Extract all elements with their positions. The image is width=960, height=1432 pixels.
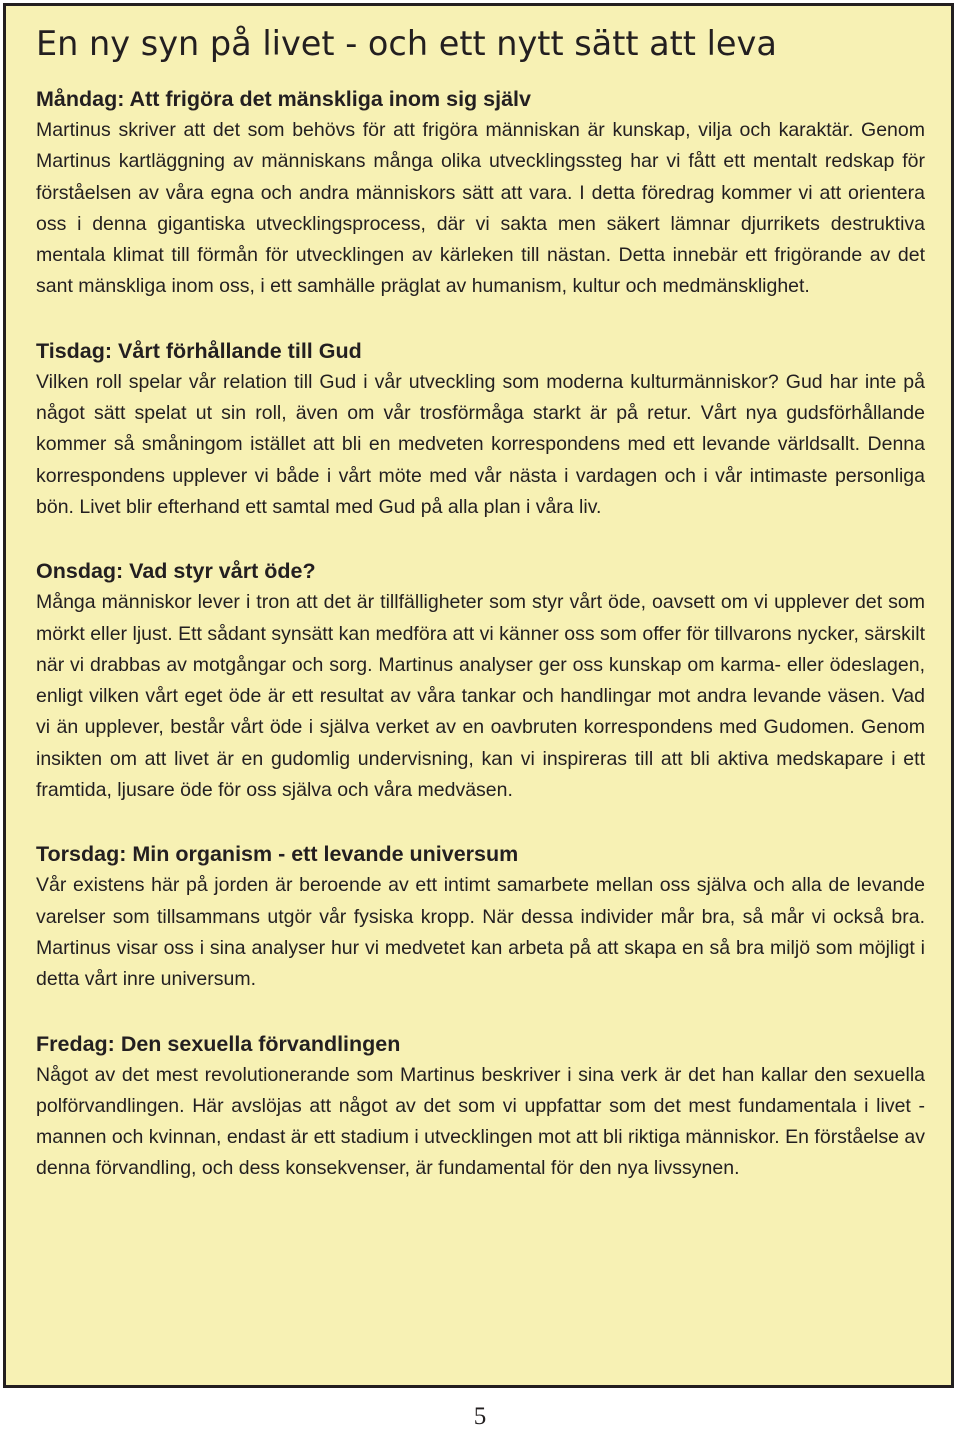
section-text: Många människor lever i tron att det är tillfälligheter som styr vårt öde, oavsett om vi upplever det som mörkt eller ljust. Ett sådant synsätt kan medföra att vi känner oss som offer för tillvarons nycker, särskilt när vi drabbas av motgångar och sorg. Martinus analyser ger oss kunskap om karma- eller ödeslagen, enligt vilken vårt eget öde är ett resultat av våra tankar och handlingar mot andra levande väsen. Vad vi än upplever, består vårt öde i själva verket av en oavbruten korrespondens med Gudomen. Genom insikten om att livet är en gudomlig undervisning, kan vi inspireras till att bli aktiva medskapare i ett framtida, ljusare öde för oss själva och våra medväsen. (36, 591, 925, 802)
section-text: Martinus skriver att det som behövs för att frigöra människan är kunskap, vilja och karaktär. Genom Martinus kartläggning av människans många olika utvecklingssteg har vi fått ett mentalt redskap för förståelsen av våra egna och andra människors sätt att vara. I detta föredrag kommer vi att orientera oss i denna gigantiska utvecklingsprocess, där vi sakta men säkert lämnar djurrikets destruktiva mentala klimat till förmån för utvecklingen av kärleken till nästan. Detta innebär ett frigörande av det sant mänskliga inom oss, i ett samhälle präglat av humanism, kultur och medmänsklighet. (36, 119, 925, 298)
section-thursday (36, 839, 925, 995)
section-wednesday (36, 556, 925, 806)
section-heading: Måndag: Att frigöra det mänskliga inom sig själv (36, 87, 531, 111)
program-panel (3, 3, 954, 1388)
section-text: Vår existens här på jorden är beroende av ett intimt samarbete mellan oss själva och alla de levande varelser som tillsammans utgör vår fysiska kropp. När dessa individer mår bra, så mår vi också bra. Martinus visar oss i sina analyser hur vi medvetet kan arbeta på att skapa en så bra miljö som möjligt i detta vårt inre universum. (36, 874, 925, 991)
section-tuesday (36, 336, 925, 523)
section-heading: Onsdag: Vad styr vårt öde? (36, 559, 316, 584)
section-text: Vilken roll spelar vår relation till Gud i vår utveckling som moderna kulturmänniskor? Gud har inte på något sätt spelat ut sin roll, även om vår trosförmåga starkt är på retur. Vårt nya gudsförhållande kommer så småningom istället att bli en medveten korrespondens med ett levande världsallt. Denna korrespondens upplever vi både i vårt möte med vår nästa i vardagen och i vår intimaste personliga bön. Livet blir efterhand ett samtal med Gud på alla plan i våra liv. (36, 370, 925, 518)
page-title: En ny syn på livet - och ett nytt sätt att leva (36, 24, 777, 63)
section-heading: Torsdag: Min organism - ett levande universum (36, 842, 519, 867)
section-friday (36, 1029, 925, 1185)
section-heading: Fredag: Den sexuella förvandlingen (36, 1031, 401, 1056)
section-heading: Tisdag: Vårt förhållande till Gud (36, 338, 362, 363)
page-number: 5 (473, 1403, 487, 1430)
section-text: Något av det mest revolutionerande som Martinus beskriver i sina verk är det han kallar den sexuella polförvandlingen. Här avslöjas att något av det som vi uppfattar som det mest fundamentala i livet - mannen och kvinnan, endast är ett stadium i utvecklingen mot att bli riktiga människor. En förståelse av denna förvandling, och dess konsekvenser, är fundamental för den nya livssynen. (36, 1063, 925, 1180)
section-monday (36, 84, 925, 303)
